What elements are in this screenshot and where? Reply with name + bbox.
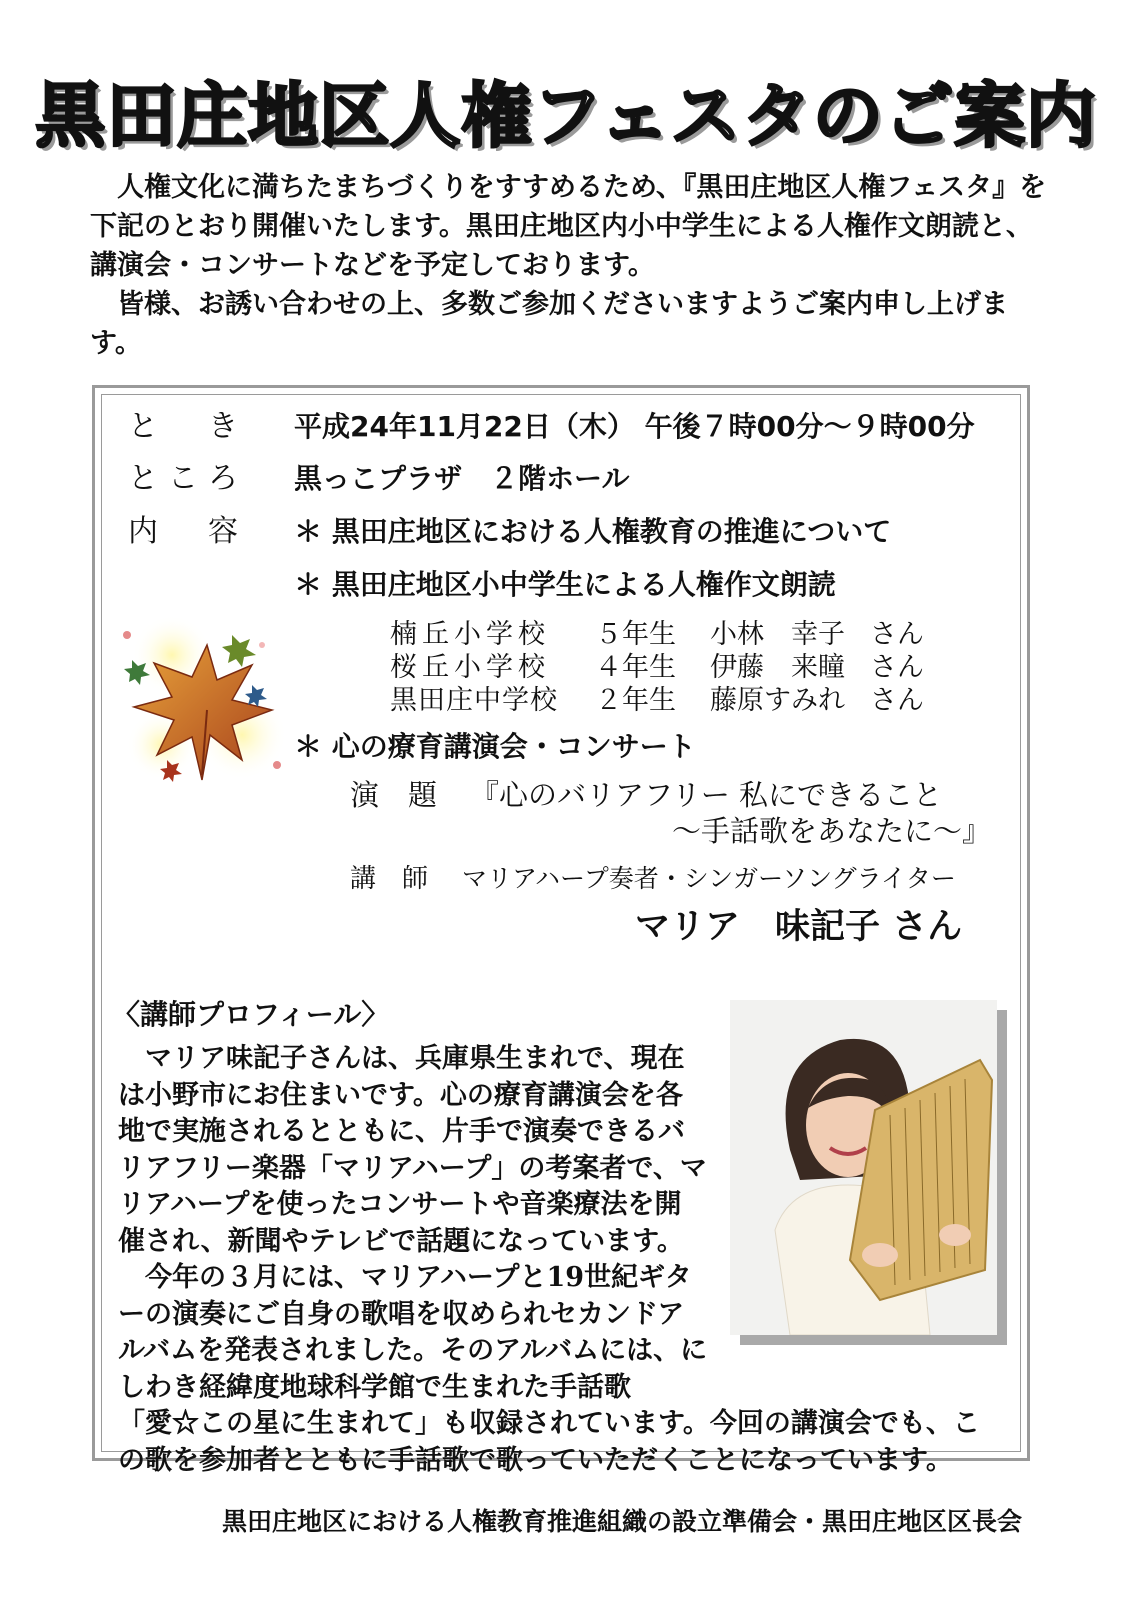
intro-paragraph-2: 皆様、お誘い合わせの上、多数ご参加くださいますようご案内申し上げます。 [90,289,1008,359]
student-school: 桜丘小学校 [390,652,550,683]
lecturer-role: マリアハープ奏者・シンガーソングライター [462,864,956,893]
where-value: 黒っこプラザ ２階ホール [294,462,630,495]
profile-heading: 〈講師プロフィール〉 [112,998,390,1031]
student-grade: ５年生 [595,619,676,650]
intro-text [90,168,1050,363]
lecturer-label: 講 師 [350,864,429,894]
intro-paragraph-1: 人権文化に満ちたまちづくりをすすめるため、『黒田庄地区人権フェスタ』を下記のとおり開催いたします。黒田庄地区内小中学生による人権作文朗読と、講演会・コンサートなどを予定しております。 [90,172,1047,281]
profile-paragraph-1: マリア味記子さんは、兵庫県生まれで、現在は小野市にお住まいです。心の療育講演会を各地で実施されるとともに、片手で演奏できるバリアフリー楽器「マリアハープ」の考案者で、マリアハープを使ったコンサートや音楽療法を開催され、新聞やテレビで話題になっています。 [118,1043,707,1257]
theme-line-1: 『心のバリアフリー 私にできること [470,778,943,812]
maple-leaf-illustration [112,615,292,795]
student-school: 黒田庄中学校 [390,685,558,716]
student-grade: ２年生 [595,685,676,716]
student-school: 楠丘小学校 [390,619,550,650]
when-value: 平成24年11月22日（木） 午後７時00分～９時00分 [294,410,975,443]
lecturer-photo [730,1000,997,1335]
student-name: 藤原すみれ [710,685,845,716]
content-label: 内 容 [128,514,248,549]
student-grade: ４年生 [595,652,676,683]
theme-label: 演 題 [350,778,438,812]
student-suffix: さん [870,652,924,683]
content-item-3: ＊ 心の療育講演会・コンサート [294,730,696,763]
lecturer-name: マリア 味記子 さん [635,907,963,947]
content-item-2: ＊ 黒田庄地区小中学生による人権作文朗読 [294,568,836,601]
where-label: ところ [128,461,248,496]
when-label: と き [128,409,248,444]
profile-paragraph-2a: 今年の３月には、マリアハープと19世紀ギターの演奏にご自身の歌唱を収められセカンドアルバムを発表されました。そのアルバムには、にしわき経緯度地球科学館で生まれた手話歌 [118,1262,708,1403]
student-suffix: さん [870,619,924,650]
theme-line-2: ～手話歌をあなたに～』 [672,814,992,848]
student-suffix: さん [870,685,924,716]
content-item-1: ＊ 黒田庄地区における人権教育の推進について [294,515,892,548]
student-name: 小林 幸子 [710,619,845,650]
page-title: 黒田庄地区人権フェスタのご案内 [35,75,1097,157]
organizer-footer: 黒田庄地区における人権教育推進組織の設立準備会・黒田庄地区区長会 [221,1507,1022,1536]
profile-paragraph-2b: 「愛☆この星に生まれて」も収録されています。今回の講演会でも、この歌を参加者とともに手話歌で歌っていただくことになっています。 [118,1408,980,1476]
student-name: 伊藤 来瞳 [710,652,845,683]
